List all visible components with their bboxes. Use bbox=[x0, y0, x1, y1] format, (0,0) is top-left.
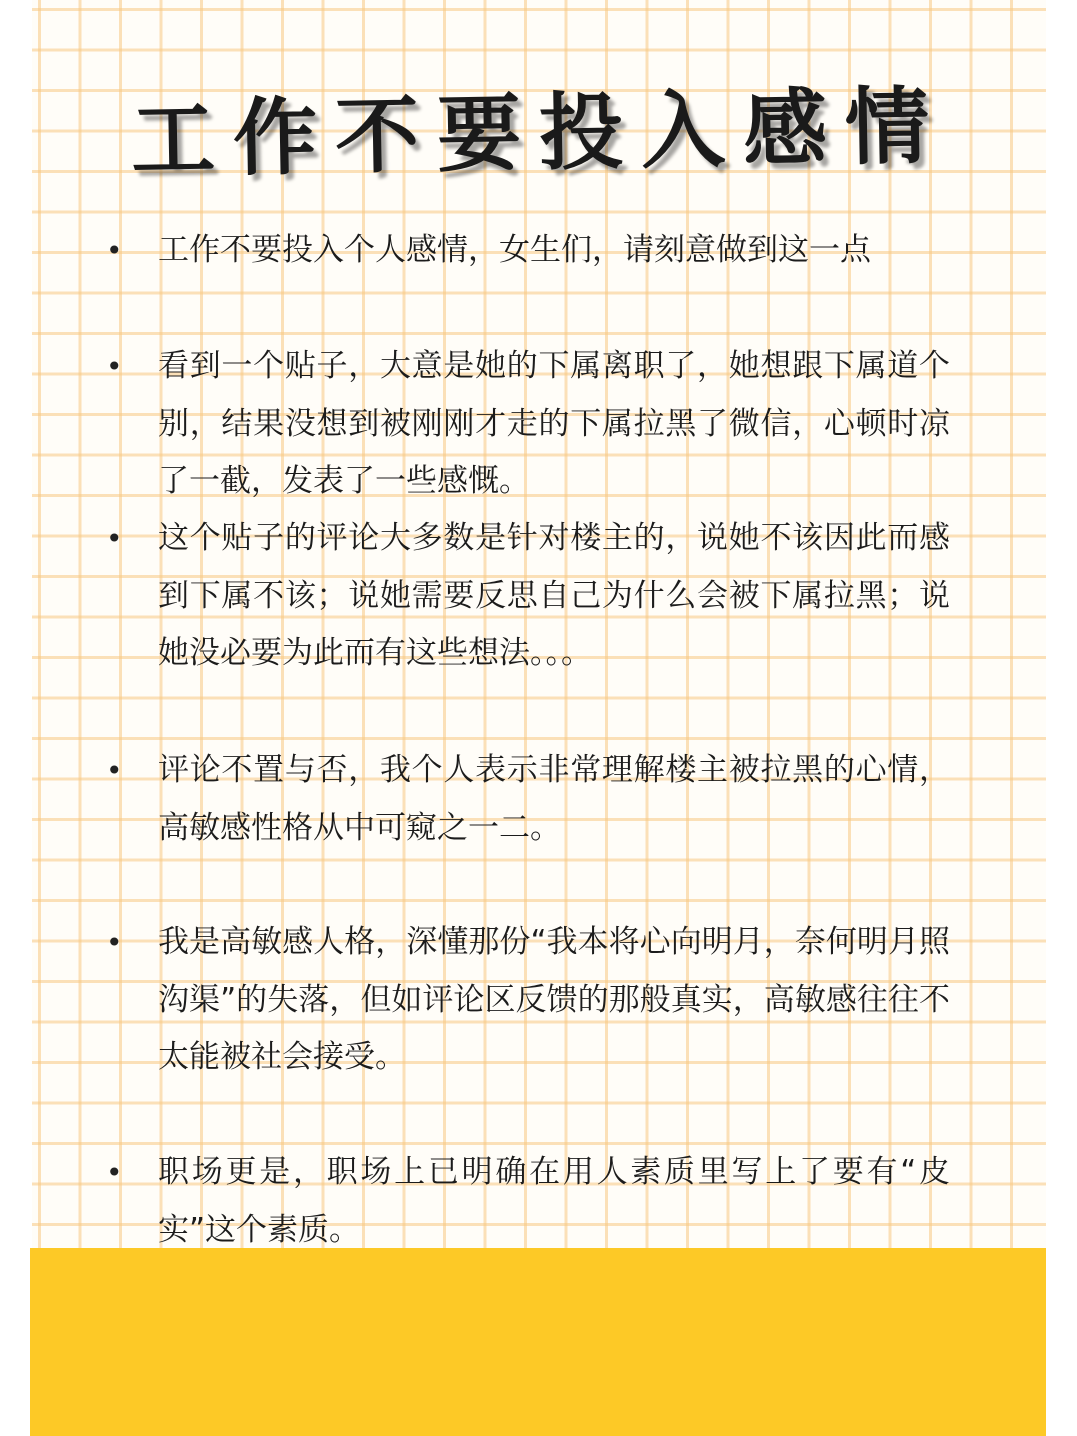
page-title: 工作不要投入感情 bbox=[130, 75, 948, 190]
bullet-icon: • bbox=[106, 1156, 123, 1189]
list-item bbox=[80, 914, 950, 1087]
list-item-text: 职场更是，职场上已明确在用人素质里写上了要有“皮实”这个素质。 bbox=[158, 1154, 950, 1248]
bullet-icon: • bbox=[106, 522, 123, 555]
bullet-icon: • bbox=[106, 234, 123, 267]
list-item bbox=[80, 1144, 950, 1259]
list-item-text: 看到一个贴子，大意是她的下属离职了，她想跟下属道个别，结果没想到被刚刚才走的下属拉黑了微信，心顿时凉了一截，发表了一些感慨。 bbox=[158, 348, 950, 499]
list-item bbox=[80, 338, 950, 511]
list-item bbox=[80, 742, 950, 857]
list-item bbox=[80, 510, 950, 683]
list-item-text: 工作不要投入个人感情，女生们，请刻意做到这一点 bbox=[158, 232, 871, 268]
list-item-text: 我是高敏感人格，深懂那份“我本将心向明月，奈何明月照沟渠”的失落，但如评论区反馈的那般真实，高敏感往往不太能被社会接受。 bbox=[158, 924, 950, 1075]
bottom-yellow-panel bbox=[30, 1248, 1046, 1436]
bullet-icon: • bbox=[106, 754, 123, 787]
list-item-text: 这个贴子的评论大多数是针对楼主的，说她不该因此而感到下属不该；说她需要反思自己为什么会被下属拉黑；说她没必要为此而有这些想法。。。 bbox=[158, 520, 950, 671]
list-item bbox=[80, 222, 950, 280]
list-item-text: 评论不置与否，我个人表示非常理解楼主被拉黑的心情，高敏感性格从中可窥之一二。 bbox=[158, 752, 950, 846]
bullet-icon: • bbox=[106, 350, 123, 383]
bullet-icon: • bbox=[106, 926, 123, 959]
